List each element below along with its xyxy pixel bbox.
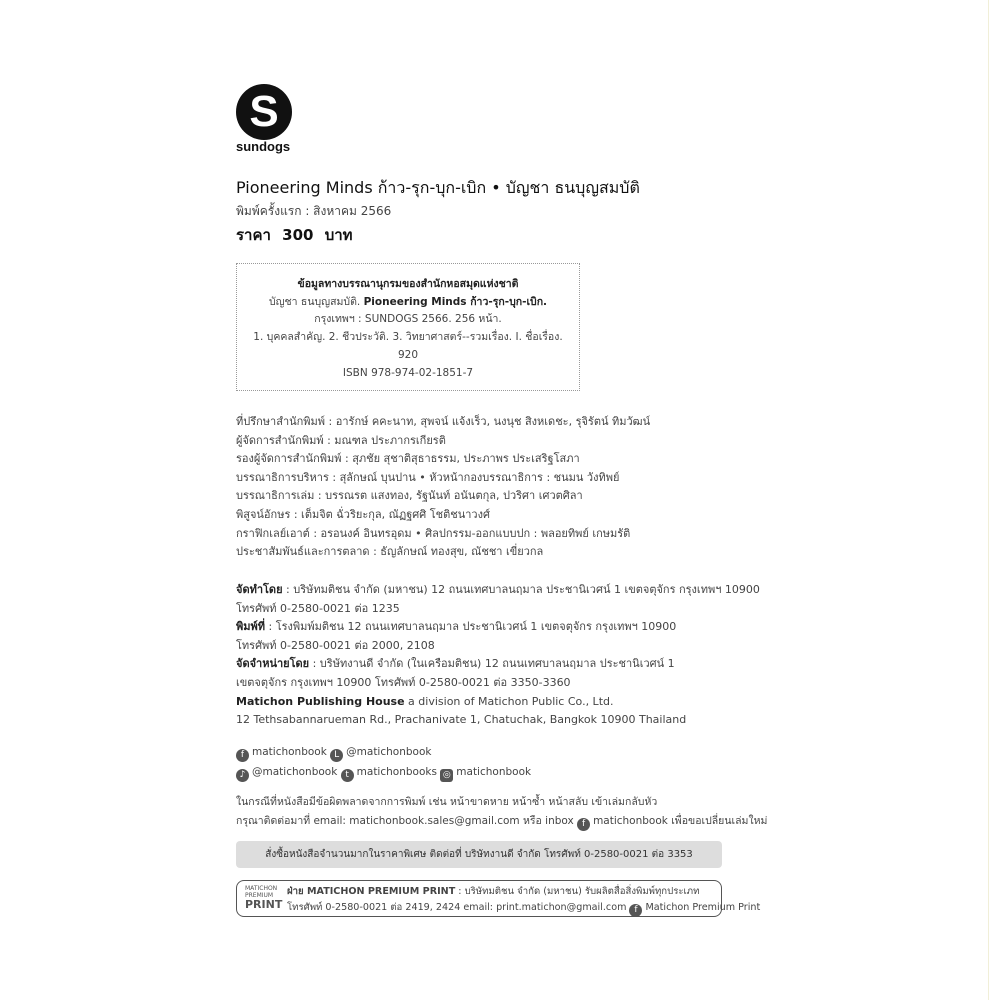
cip-class: 920 — [397, 348, 419, 361]
bulk-order-banner: สั่งซื้อหนังสือจำนวนมากในราคาพิเศษ ติดต่อที่ บริษัทงานดี จำกัด โทรศัพท์ 0-2580-0021 ต่อ 3353 — [236, 841, 722, 868]
social-links — [236, 742, 531, 782]
staff-list — [236, 413, 650, 562]
print-label: พิมพ์ที่ — [236, 620, 266, 634]
staff-line: บรรณาธิการเล่ม : บรรณรต แสงทอง, รัฐนันท์ อนันตกุล, ปวริศา เศวตศิลา — [236, 489, 583, 503]
notice-line1: ในกรณีที่หนังสือมีข้อผิดพลาดจากการพิมพ์ เช่น หน้าขาดหาย หน้าซ้ำ หน้าสลับ เข้าเล่มกลับหัว — [236, 796, 658, 808]
misprint-notice — [236, 793, 767, 831]
logo-line: PREMIUM — [245, 892, 274, 899]
facebook-icon: f — [577, 818, 590, 831]
edition: พิมพ์ครั้งแรก : สิงหาคม 2566 — [236, 204, 392, 218]
line-icon: L — [330, 749, 343, 762]
premium-contact: โทรศัพท์ 0-2580-0021 ต่อ 2419, 2424 email: print.matichon@gmail.com — [287, 902, 627, 913]
book-title: Pioneering Minds ก้าว-รุก-บุก-เบิก • บัญชา ธนบุญสมบัติ — [236, 178, 640, 197]
publisher-info — [236, 581, 760, 730]
cip-heading: ข้อมูลทางบรรณานุกรมของสำนักหอสมุดแห่งชาติ — [297, 278, 519, 290]
facebook-icon: f — [629, 904, 642, 917]
made-label: จัดทำโดย — [236, 583, 283, 596]
premium-label: ฝ่าย MATICHON PREMIUM PRINT — [287, 886, 456, 897]
premium-print-logo — [245, 885, 282, 911]
dist-label: จัดจำหน่ายโดย — [236, 657, 310, 671]
dist-tel: เขตจตุจักร กรุงเทพฯ 10900 โทรศัพท์ 0-2580-0021 ต่อ 3350-3360 — [236, 675, 571, 689]
made-text: : บริษัทมติชน จำกัด (มหาชน) 12 ถนนเทศบาลนฤมาล ประชานิเวศน์ 1 เขตจตุจักร กรุงเทพฯ 10900 — [282, 583, 760, 596]
premium-desc: : บริษัทมติชน จำกัด (มหาชน) รับผลิตสื่อสิ่งพิมพ์ทุกประเภท — [455, 886, 700, 897]
print-tel: โทรศัพท์ 0-2580-0021 ต่อ 2000, 2108 — [236, 638, 435, 652]
made-tel: โทรศัพท์ 0-2580-0021 ต่อ 1235 — [236, 601, 400, 615]
logo-line: PRINT — [245, 898, 283, 911]
cip-title: Pioneering Minds ก้าว-รุก-บุก-เบิก. — [363, 295, 548, 308]
instagram-icon: ◎ — [440, 769, 453, 782]
address: 12 Tethsabannarueman Rd., Prachanivate 1, Chatuchak, Bangkok 10900 Thailand — [236, 713, 687, 727]
staff-line: พิสูจน์อักษร : เต็มจิต ฉั่วริยะกุล, ณัฏฐศศิ โชติชนาวงศ์ — [236, 507, 490, 521]
staff-line: ประชาสัมพันธ์และการตลาด : ธัญลักษณ์ ทองสุข, ณัชชา เขี่ยวกล — [236, 545, 544, 559]
cip-author: บัญชา ธนบุญสมบัติ. — [268, 295, 361, 308]
staff-line: ผู้จัดการสำนักพิมพ์ : มณฑล ประภากรเกียรติ — [236, 433, 446, 447]
cip-subjects: 1. บุคคลสำคัญ. 2. ชีวประวัติ. 3. วิทยาศาสตร์--รวมเรื่อง. I. ชื่อเรื่อง. — [253, 331, 563, 344]
staff-line: บรรณาธิการบริหาร : สุลักษณ์ บุนปาน • หัวหน้ากองบรรณาธิการ : ชนมน วังทิพย์ — [236, 470, 620, 484]
logo-line: MATICHON — [245, 885, 278, 892]
house-desc: a division of Matichon Public Co., Ltd. — [404, 694, 614, 708]
print-text: : โรงพิมพ์มติชน 12 ถนนเทศบาลนฤมาล ประชานิเวศน์ 1 เขตจตุจักร กรุงเทพฯ 10900 — [265, 620, 677, 634]
facebook-handle[interactable]: matichonbook — [252, 746, 327, 758]
logo-name: sundogs — [236, 139, 291, 154]
twitter-handle[interactable]: matichonbooks — [356, 766, 437, 778]
staff-line: รองผู้จัดการสำนักพิมพ์ : สุภชัย สุชาติสุธาธรรม, ประภาพร ประเสริฐโสภา — [236, 452, 580, 466]
line-handle[interactable]: @matichonbook — [346, 746, 432, 758]
cip-imprint: กรุงเทพฯ : SUNDOGS 2566. 256 หน้า. — [314, 313, 502, 326]
notice-line2: กรุณาติดต่อมาที่ email: matichonbook.sales@gmail.com หรือ inbox — [236, 814, 574, 827]
house-name: Matichon Publishing House — [236, 694, 405, 708]
price: ราคา 300 บาท — [236, 226, 353, 244]
facebook-icon: f — [236, 749, 249, 762]
notice-line2-end: matichonbook เพื่อขอเปลี่ยนเล่มใหม่ — [593, 814, 768, 827]
staff-line: กราฟิกเลย์เอาต์ : อรอนงค์ อินทรอุดม • ศิลปกรรม-ออกแบบปก : พลอยทิพย์ เกษมรัติ — [236, 526, 631, 540]
page-edge — [988, 0, 989, 1000]
cip-isbn: ISBN 978-974-02-1851-7 — [342, 366, 474, 379]
cip-box — [236, 263, 580, 391]
dist-text: : บริษัทงานดี จำกัด (ในเครือมติชน) 12 ถนนเทศบาลนฤมาล ประชานิเวศน์ 1 — [309, 657, 675, 671]
premium-facebook[interactable]: Matichon Premium Print — [645, 902, 761, 913]
sundogs-logo-icon: S — [236, 84, 292, 140]
instagram-handle[interactable]: matichonbook — [456, 766, 532, 778]
tiktok-handle[interactable]: @matichonbook — [252, 766, 338, 778]
tiktok-icon: ♪ — [236, 769, 249, 782]
staff-line: ที่ปรึกษาสำนักพิมพ์ : อารักษ์ คคะนาท, สุพจน์ แจ้งเร็ว, นงนุช สิงหเดชะ, รุจิรัตน์ ทิมวัฒน์ — [236, 415, 651, 428]
premium-print-box — [236, 880, 761, 917]
twitter-icon: t — [341, 769, 354, 782]
